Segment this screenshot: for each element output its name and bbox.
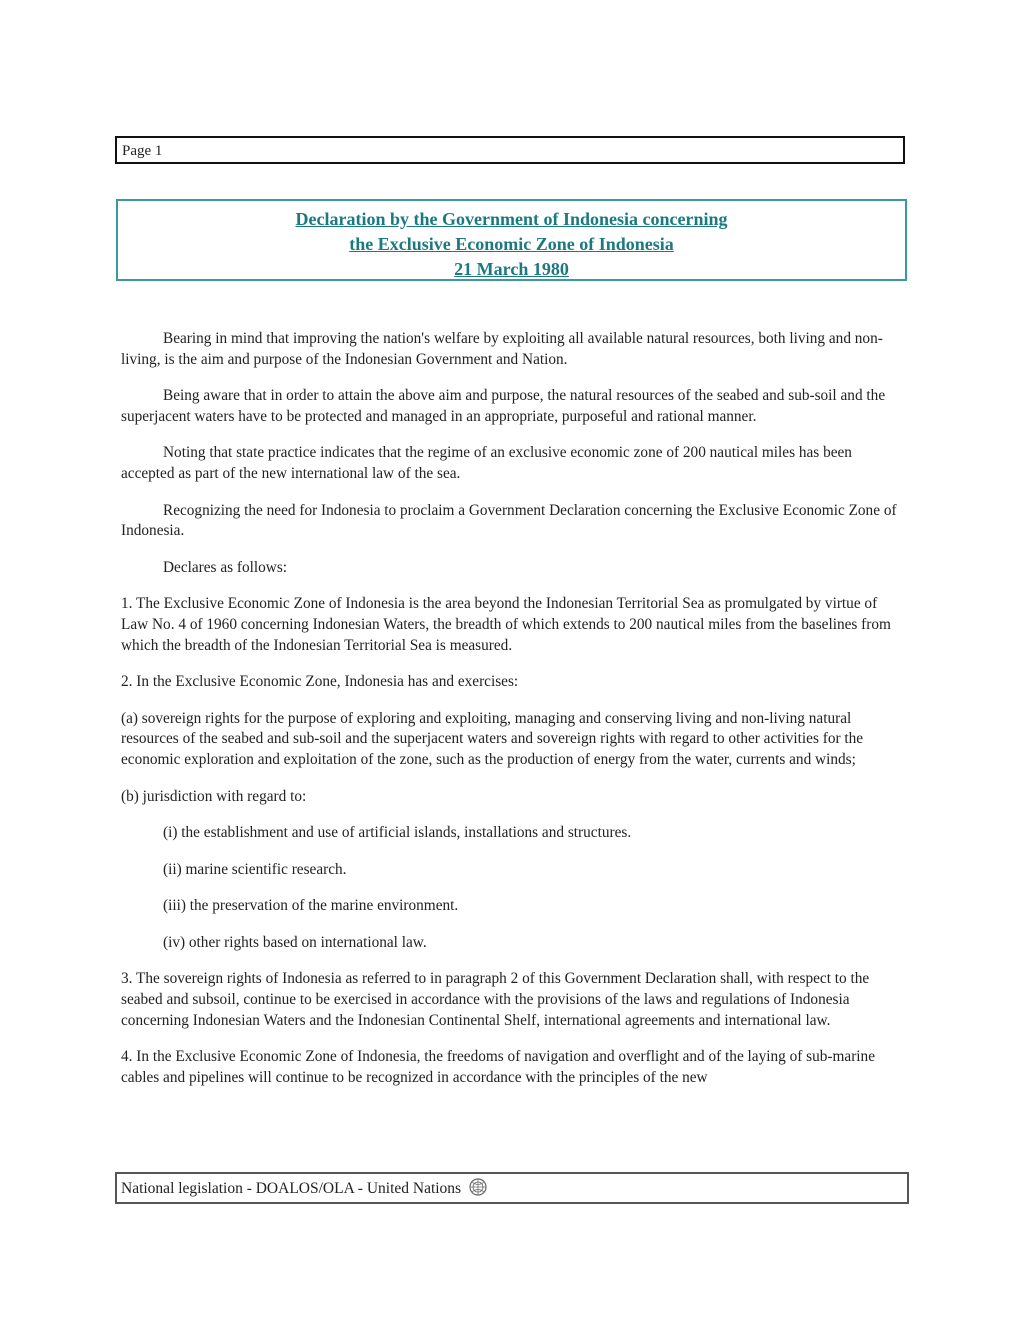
footer-text: National legislation - DOALOS/OLA - United Nations — [121, 1180, 462, 1197]
title-box — [116, 199, 907, 281]
list-item: (iv) other rights based on international law. — [163, 933, 427, 951]
paragraph: 1. The Exclusive Economic Zone of Indonesia is the area beyond the Indonesian Territorial Sea as promulgated by virtue of Law No. 4 of 1960 concerning Indonesian Waters, the breadth of which extends to 200 nautical miles from the baselines from which the breadth of the Indonesian Territorial Sea is measured. — [121, 595, 891, 654]
page-footer — [115, 1172, 909, 1204]
paragraph: Being aware that in order to attain the above aim and purpose, the natural resources of the seabed and sub-soil and the superjacent waters have to be protected and managed in an appropriate, purposeful and rational manner. — [121, 387, 886, 425]
paragraph: (b) jurisdiction with regard to: — [121, 787, 307, 805]
paragraph: Noting that state practice indicates that the regime of an exclusive economic zone of 200 nautical miles has been accepted as part of the new international law of the sea. — [121, 444, 852, 482]
list-item: (ii) marine scientific research. — [163, 860, 347, 878]
list-item: (i) the establishment and use of artificial islands, installations and structures. — [163, 824, 632, 842]
paragraph: 2. In the Exclusive Economic Zone, Indonesia has and exercises: — [121, 673, 519, 691]
un-emblem-icon — [469, 1177, 487, 1206]
document-body — [121, 329, 906, 1104]
paragraph: 3. The sovereign rights of Indonesia as referred to in paragraph 2 of this Government Declaration shall, with respect to the seabed and subsoil, continue to be exercised in accordance with the provisions of the laws and regulations of Indonesia concerning Indonesian Waters and the Indonesian Continental Shelf, international agreements and international law. — [121, 970, 870, 1029]
list-item: (iii) the preservation of the marine environment. — [163, 897, 459, 915]
paragraph: Declares as follows: — [163, 558, 288, 576]
title-line-1: Declaration by the Government of Indonesia concerning — [295, 209, 728, 229]
title-date: 21 March 1980 — [454, 259, 569, 279]
paragraph: Recognizing the need for Indonesia to proclaim a Government Declaration concerning the Exclusive Economic Zone of Indonesia. — [121, 501, 897, 540]
page-header — [115, 136, 905, 164]
paragraph: (a) sovereign rights for the purpose of exploring and exploiting, managing and conserving living and non-living natural resources of the seabed and sub-soil and the superjacent waters and sovereign rights with regard to other activities for the economic exploration and exploitation of the zone, such as the production of energy from the water, currents and winds; — [121, 709, 864, 768]
title-line-2: the Exclusive Economic Zone of Indonesia — [349, 234, 674, 254]
paragraph: 4. In the Exclusive Economic Zone of Indonesia, the freedoms of navigation and overflight and of the laying of sub-marine cables and pipelines will continue to be recognized in accordance with the principles of the new — [121, 1048, 875, 1086]
page-number: Page 1 — [122, 143, 163, 159]
paragraph: Bearing in mind that improving the nation's welfare by exploiting all available natural resources, both living and non-living, is the aim and purpose of the Indonesian Government and Nation. — [121, 330, 883, 368]
